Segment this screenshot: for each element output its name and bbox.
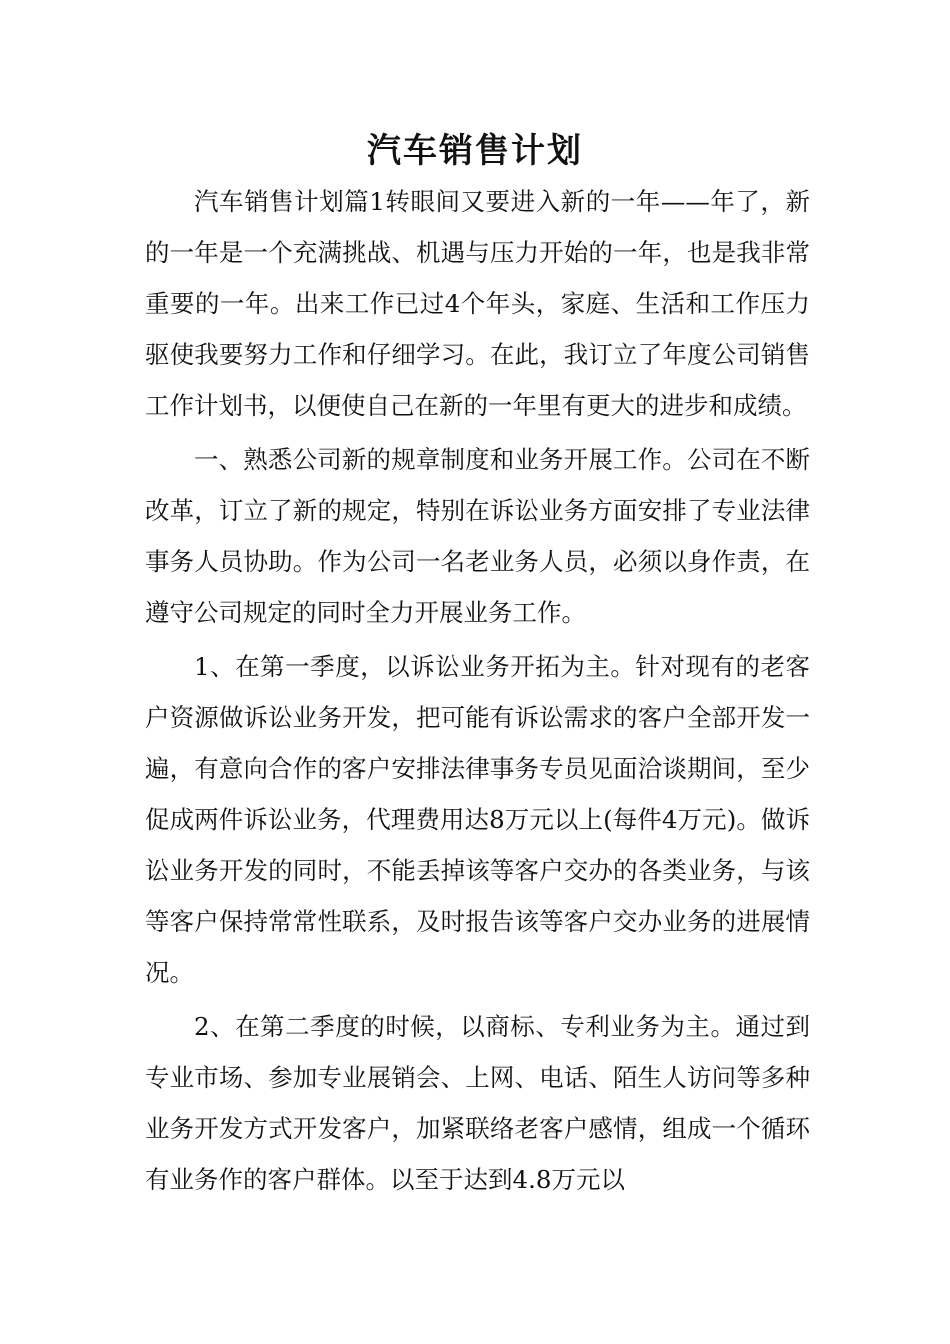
paragraph-item-2: 2、在第二季度的时候，以商标、专利业务为主。通过到专业市场、参加专业展销会、上网、电话、陌生人访问等多种业务开发方式开发客户，加紧联络老客户感情，组成一个循环有业务作的客户群体。以至于达到4.8万元以 — [145, 1012, 810, 1194]
paragraph-item-1: 1、在第一季度，以诉讼业务开拓为主。针对现有的老客户资源做诉讼业务开发，把可能有诉讼需求的客户全部开发一遍，有意向合作的客户安排法律事务专员见面洽谈期间，至少促成两件诉讼业务，代理费用达8万元以上(每件4万元)。做诉讼业务开发的同时，不能丢掉该等客户交办的各类业务，与该等客户保持常常性联系，及时报告该等客户交办业务的进展情况。 — [145, 652, 810, 987]
document-title: 汽车销售计划 — [367, 131, 583, 171]
paragraph-intro: 汽车销售计划篇1转眼间又要进入新的一年——年了，新的一年是一个充满挑战、机遇与压力开始的一年，也是我非常重要的一年。出来工作已过4个年头，家庭、生活和工作压力驱使我要努力工作和仔细学习。在此，我订立了年度公司销售工作计划书，以便使自己在新的一年里有更大的进步和成绩。 — [145, 187, 810, 420]
paragraph-section-1: 一、熟悉公司新的规章制度和业务开展工作。公司在不断改革，订立了新的规定，特别在诉讼业务方面安排了专业法律事务人员协助。作为公司一名老业务人员，必须以身作责，在遵守公司规定的同时全力开展业务工作。 — [145, 445, 810, 627]
document-body — [145, 176, 810, 1208]
